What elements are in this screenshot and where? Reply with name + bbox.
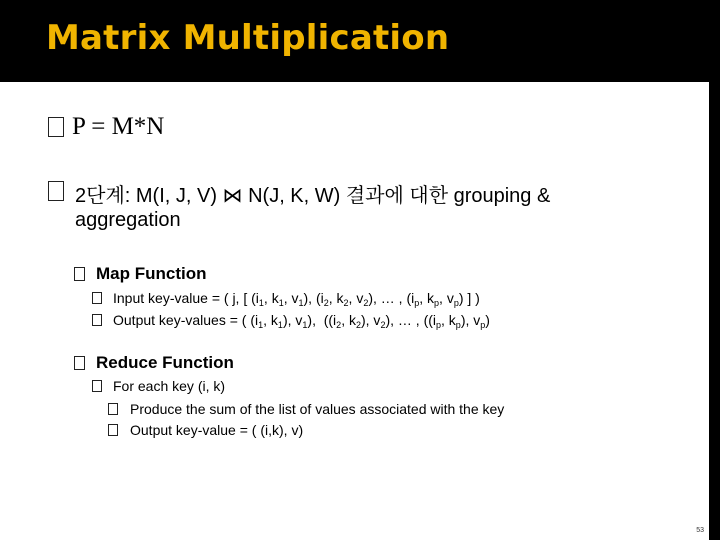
reduce-for-each-text: For each key (i, k) xyxy=(113,378,226,394)
reduce-output-text: Output key-value = ( (i,k), v) xyxy=(130,422,304,438)
bullet-text: P = M*N xyxy=(72,113,165,140)
map-function-label: Map Function xyxy=(96,264,207,283)
bullet-text: 2단계: M(I, J, V) ⋈ N(J, K, W) 결과에 대한 grouping & xyxy=(75,185,551,207)
map-input-text: Input key-value = ( j, [ ($i_1$, $k_1$, $v_1$), ($i_2$, $k_2$, $v_2$), … , ($i_p$, $k_p$, $v_p$) ] ) xyxy=(113,290,480,308)
slide-title: Matrix Multiplication xyxy=(46,18,450,58)
page-number: 53 xyxy=(696,527,704,534)
bullet-box-icon xyxy=(48,117,64,137)
right-edge-strip xyxy=(709,0,720,540)
bullet-box-icon xyxy=(48,181,64,201)
reduce-sum-text: Produce the sum of the list of values associated with the key xyxy=(130,401,505,417)
bullet-box-icon xyxy=(74,356,85,370)
bullet-box-icon xyxy=(74,267,85,281)
title-bar xyxy=(0,0,720,82)
bullet-box-icon xyxy=(108,403,118,415)
map-output-text: Output key-values = ( ($i_1$, $k_1$), $v_1$), (($i_2$, $k_2$), $v_2$), … , (($i_p$, $k_p$), $v_p$) xyxy=(113,312,490,330)
bullet-box-icon xyxy=(108,424,118,436)
bullet-box-icon xyxy=(92,380,102,392)
bullet-box-icon xyxy=(92,314,102,326)
bullet-second-stage-cont: aggregation xyxy=(75,209,181,231)
reduce-function-label: Reduce Function xyxy=(96,353,234,372)
bullet-box-icon xyxy=(92,292,102,304)
